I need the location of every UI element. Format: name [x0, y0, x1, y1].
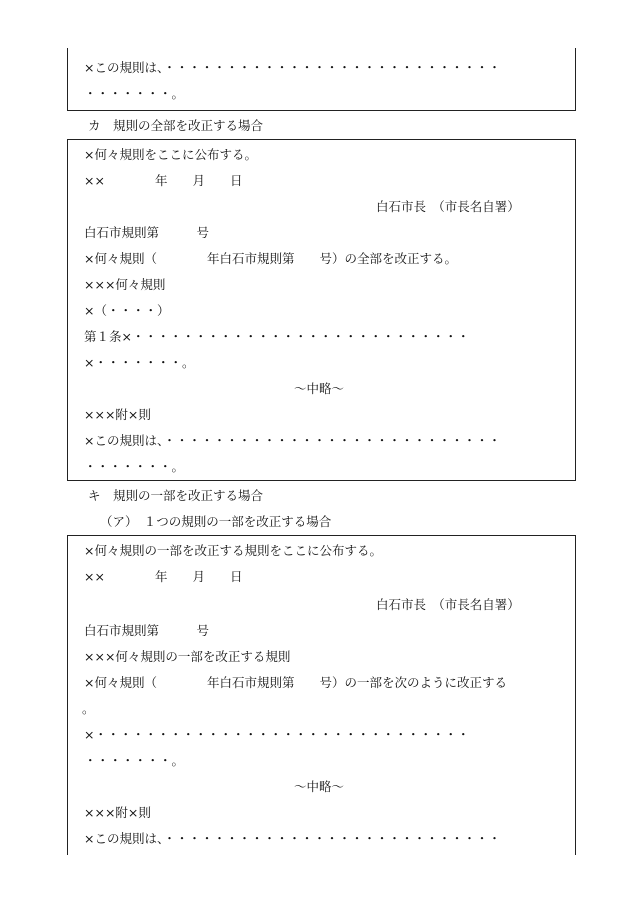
- body-line: ・・・・・・・。: [84, 753, 185, 768]
- section-subheading-a: （ア） １つの規則の一部を改正する場合: [100, 514, 332, 529]
- section-heading-ka: カ 規則の全部を改正する場合: [88, 118, 264, 133]
- example-box-full-amendment: [67, 139, 576, 481]
- body-line: ×・・・・・・・。: [84, 355, 195, 370]
- continuation-box: [67, 48, 576, 111]
- regulation-number-line: 白石市規則第 号: [84, 623, 210, 638]
- regulation-number-line: 白石市規則第 号: [84, 225, 210, 240]
- example-box-partial-amendment: [67, 535, 576, 855]
- body-line: ×何々規則の一部を改正する規則をここに公布する。: [84, 543, 382, 558]
- mayor-signature-line: 白石市長 （市長名自署）: [376, 597, 520, 612]
- body-line: ×この規則は、・・・・・・・・・・・・・・・・・・・・・・・・・・・: [84, 60, 501, 75]
- supplementary-heading: ×××附×則: [84, 805, 151, 820]
- omission-marker: ～中略～: [294, 779, 345, 794]
- supplementary-heading: ×××附×則: [84, 407, 151, 422]
- body-line: ×何々規則（ 年白石市規則第 号）の一部を次のように改正する: [84, 675, 507, 690]
- article-line: 第１条×・・・・・・・・・・・・・・・・・・・・・・・・・・・: [84, 329, 470, 344]
- section-heading-ki: キ 規則の一部を改正する場合: [88, 488, 264, 503]
- body-line: ×（・・・・）: [84, 303, 170, 318]
- mayor-signature-line: 白石市長 （市長名自署）: [376, 199, 520, 214]
- body-line: ×この規則は、・・・・・・・・・・・・・・・・・・・・・・・・・・・: [84, 831, 501, 846]
- omission-marker: ～中略～: [294, 381, 345, 396]
- date-line: ×× 年 月 日: [84, 569, 243, 584]
- regulation-title-line: ×××何々規則: [84, 277, 166, 292]
- regulation-title-line: ×××何々規則の一部を改正する規則: [84, 649, 291, 664]
- body-line: 。: [82, 701, 95, 716]
- date-line: ×× 年 月 日: [84, 173, 243, 188]
- body-line: ×・・・・・・・・・・・・・・・・・・・・・・・・・・・・・・: [84, 727, 470, 742]
- body-line: ×この規則は、・・・・・・・・・・・・・・・・・・・・・・・・・・・: [84, 433, 501, 448]
- body-line: ×何々規則（ 年白石市規則第 号）の全部を改正する。: [84, 251, 457, 266]
- body-line: ・・・・・・・。: [84, 459, 185, 474]
- body-line: ・・・・・・・。: [84, 86, 185, 101]
- body-line: ×何々規則をここに公布する。: [84, 147, 257, 162]
